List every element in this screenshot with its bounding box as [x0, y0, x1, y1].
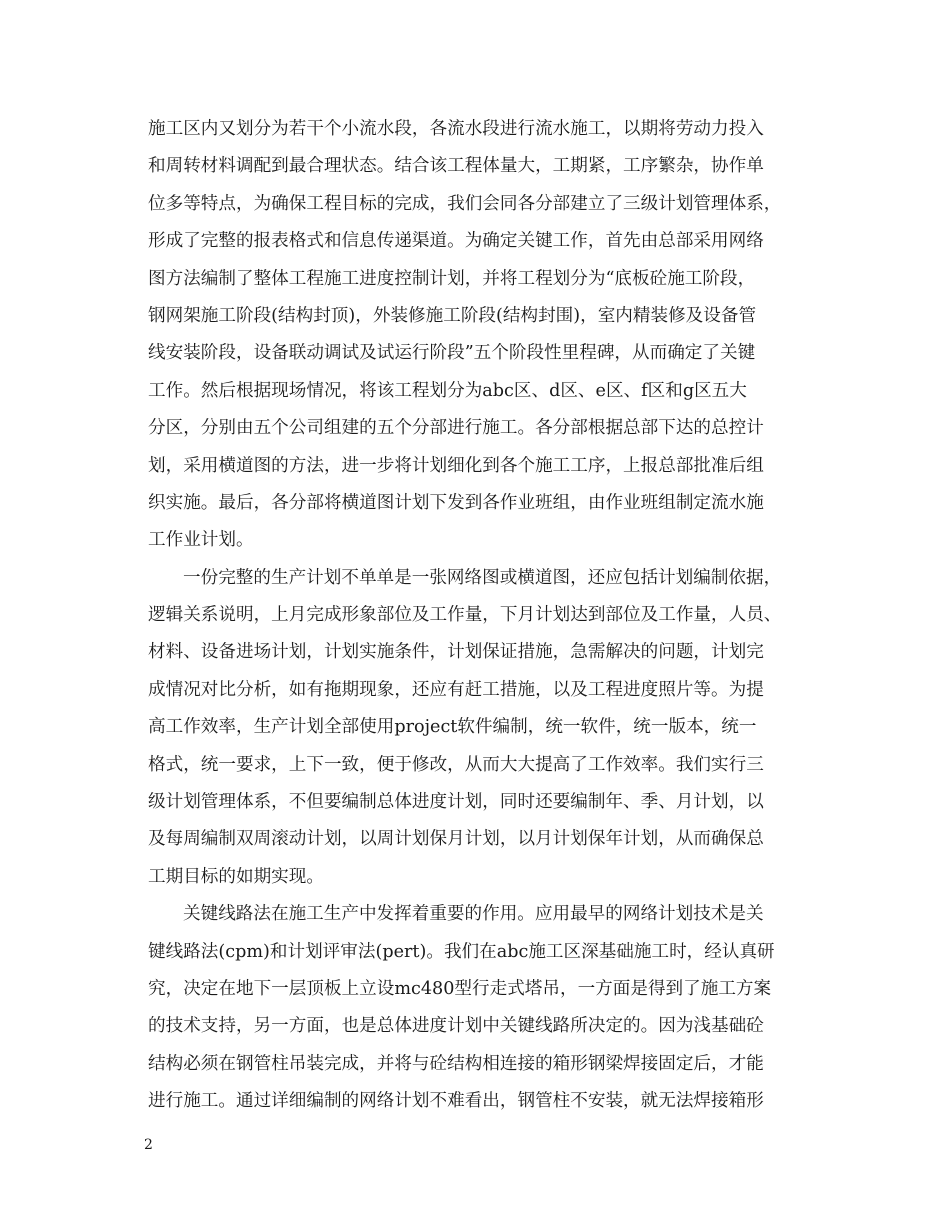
text-line: 究，决定在地下一层顶板上立设mc480型行走式塔吊，一方面是得到了施工方案: [148, 978, 772, 999]
text-line: 成情况对比分析，如有拖期现象，还应有赶工措施，以及工程进度照片等。为提: [148, 679, 764, 700]
text-line: 逻辑关系说明，上月完成形象部位及工作量，下月计划达到部位及工作量，人员、: [148, 605, 782, 626]
body-text: [148, 111, 808, 1121]
page-number: 2: [144, 1137, 153, 1153]
text-line: 织实施。最后，各分部将横道图计划下发到各作业班组，由作业班组制定流水施: [148, 492, 764, 513]
text-line: 划，采用横道图的方法，进一步将计划细化到各个施工工序，上报总部批准后组: [148, 455, 764, 476]
text-line: 分区，分别由五个公司组建的五个分部进行施工。各分部根据总部下达的总控计: [148, 418, 764, 439]
text-line: 高工作效率，生产计划全部使用project软件编制，统一软件，统一版本，统一: [148, 717, 757, 738]
text-line: 级计划管理体系，不但要编制总体进度计划，同时还要编制年、季、月计划，以: [148, 792, 764, 813]
text-line: 图方法编制了整体工程施工进度控制计划，并将工程划分为“底板砼施工阶段，: [148, 268, 756, 289]
text-line: 施工区内又划分为若干个小流水段，各流水段进行流水施工，以期将劳动力投入: [148, 119, 764, 139]
text-line: 位多等特点，为确保工程目标的完成，我们会同各分部建立了三级计划管理体系，: [148, 193, 782, 214]
text-line: 线安装阶段，设备联动调试及试运行阶段”五个阶段性里程碑，从而确定了关键: [148, 343, 756, 364]
text-line: 结构必须在钢管柱吊装完成，并将与砼结构相连接的箱形钢梁焊接固定后，才能: [148, 1053, 764, 1074]
text-line: 进行施工。通过详细编制的网络计划不难看出，钢管柱不安装，就无法焊接箱形: [148, 1091, 764, 1112]
text-line: 工作业计划。: [148, 530, 254, 551]
text-line: 钢网架施工阶段(结构封顶)，外装修施工阶段(结构封围)，室内精装修及设备管: [148, 305, 757, 326]
text-line: 键线路法(cpm)和计划评审法(pert)。我们在abc施工区深基础施工时，经认真研: [148, 941, 775, 962]
paragraph-first-line: 关键线路法在施工生产中发挥着重要的作用。应用最早的网络计划技术是关: [183, 904, 764, 925]
paragraph-first-line: 一份完整的生产计划不单单是一张网络图或横道图，还应包括计划编制依据，: [183, 567, 782, 588]
text-line: 及每周编制双周滚动计划，以周计划保月计划，以月计划保年计划，从而确保总: [148, 829, 764, 850]
text-line: 格式，统一要求，上下一致，便于修改，从而大大提高了工作效率。我们实行三: [148, 754, 764, 775]
text-line: 材料、设备进场计划，计划实施条件，计划保证措施，急需解决的问题，计划完: [148, 642, 764, 663]
text-line: 和周转材料调配到最合理状态。结合该工程体量大，工期紧，工序繁杂，协作单: [148, 156, 764, 177]
text-line: 工作。然后根据现场情况，将该工程划分为abc区、d区、e区、f区和g区五大: [148, 380, 747, 401]
text-line: 工期目标的如期实现。: [148, 866, 324, 887]
text-line: 的技术支持，另一方面，也是总体进度计划中关键线路所决定的。因为浅基础砼: [148, 1016, 764, 1037]
text-line: 形成了完整的报表格式和信息传递渠道。为确定关键工作，首先由总部采用网络: [148, 231, 764, 252]
